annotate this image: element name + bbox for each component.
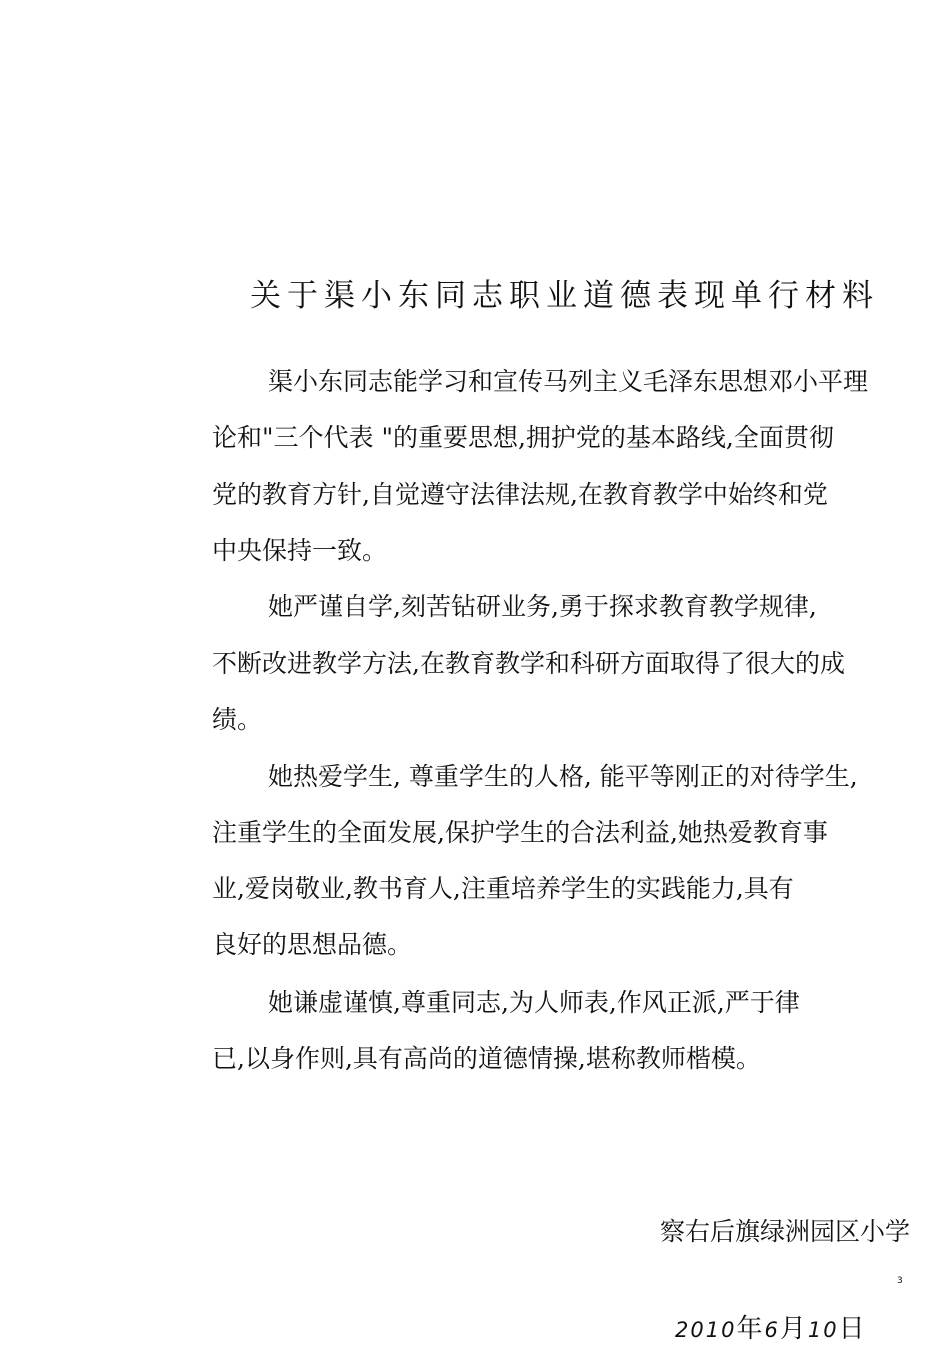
- signature-organization: 察右后旗绿洲园区小学: [660, 1217, 911, 1246]
- paragraph-2-line-1: 她严谨自学,刻苦钻研业务,勇于探求教育教学规律,: [268, 592, 817, 621]
- document-date: [675, 1312, 867, 1347]
- paragraph-3-line-4: 良好的思想品德。: [212, 930, 413, 959]
- date-day-unit: 日: [838, 1314, 867, 1344]
- paragraph-1-line-2: 论和"三个代表 "的重要思想,拥护党的基本路线,全面贯彻: [212, 423, 834, 452]
- date-year-unit: 年: [736, 1314, 765, 1344]
- paragraph-3-line-2: 注重学生的全面发展,保护学生的合法利益,她热爱教育事: [212, 818, 828, 847]
- paragraph-2-line-2: 不断改进教学方法,在教育教学和科研方面取得了很大的成: [212, 649, 845, 678]
- date-day: 10: [807, 1318, 839, 1342]
- paragraph-1-line-1: 渠小东同志能学习和宣传马列主义毛泽东思想邓小平理: [268, 367, 869, 396]
- paragraph-2-line-3: 绩。: [212, 705, 263, 734]
- paragraph-3-line-1: 她热爱学生, 尊重学生的人格, 能平等刚正的对待学生,: [268, 762, 858, 791]
- document-title: 关于渠小东同志职业道德表现单行材料: [250, 278, 879, 314]
- page-number: 3: [897, 1276, 903, 1286]
- paragraph-4-line-2: 已,以身作则,具有高尚的道德情操,堪称教师楷模。: [212, 1044, 761, 1073]
- paragraph-1-line-4: 中央保持一致。: [212, 536, 388, 565]
- paragraph-1-line-3: 党的教育方针,自觉遵守法律法规,在教育教学中始终和党: [212, 480, 828, 509]
- date-month-unit: 月: [779, 1314, 808, 1344]
- date-year: 2010: [675, 1318, 737, 1342]
- paragraph-4-line-1: 她谦虚谨慎,尊重同志,为人师表,作风正派,严于律: [268, 988, 800, 1017]
- date-month: 6: [764, 1318, 780, 1342]
- paragraph-3-line-3: 业,爱岗敬业,教书育人,注重培养学生的实践能力,具有: [212, 874, 794, 903]
